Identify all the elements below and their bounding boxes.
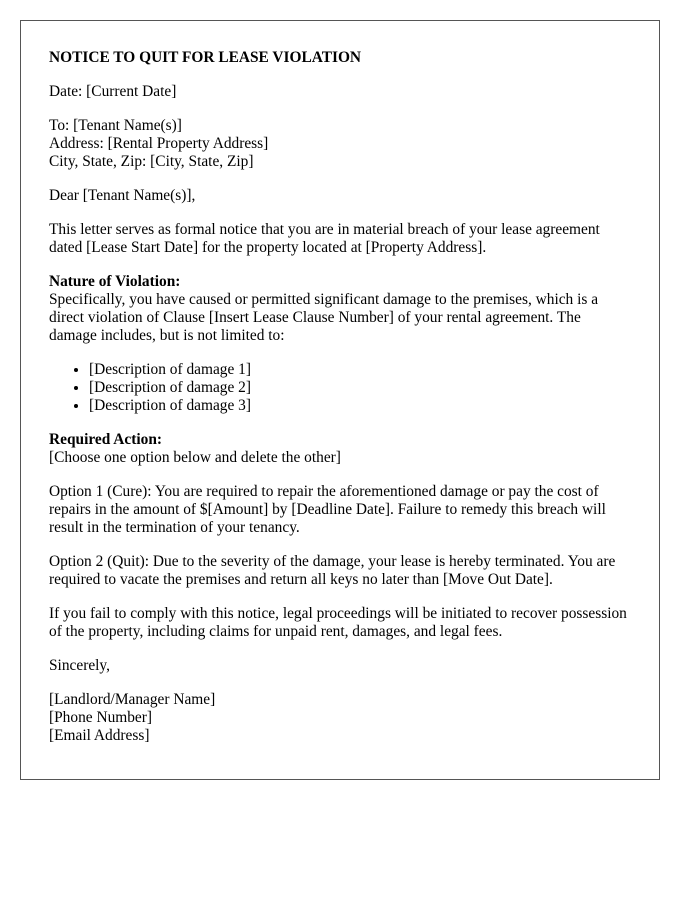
signature-phone: [Phone Number] — [49, 709, 153, 726]
recipient-address: Address: [Rental Property Address] — [49, 135, 269, 152]
list-item: • [Description of damage 2] — [89, 379, 631, 397]
recipient-to: To: [Tenant Name(s)] — [49, 117, 182, 134]
signature-name: [Landlord/Manager Name] — [49, 691, 216, 708]
salutation: Dear [Tenant Name(s)], — [49, 187, 196, 204]
document-title: NOTICE TO QUIT FOR LEASE VIOLATION — [49, 49, 362, 66]
required-action-section — [49, 431, 631, 467]
signature-block — [49, 691, 631, 745]
date-line: Date: [Current Date] — [49, 83, 177, 100]
recipient-block — [49, 117, 631, 171]
violation-text: Specifically, you have caused or permitted significant damage to the premises, which is a direct violation of Clause [Insert Lease Clause Number] of your rental agreement. The damage includes, but is not limited to: — [49, 291, 599, 344]
damage-list — [49, 361, 631, 415]
violation-section — [49, 273, 631, 415]
signature-email: [Email Address] — [49, 727, 150, 744]
option-quit-paragraph: Option 2 (Quit): Due to the severity of the damage, your lease is hereby terminated. You are required to vacate the premises and return all keys no later than [Move Out Date]. — [49, 553, 616, 588]
list-item: • [Description of damage 3] — [89, 397, 631, 415]
consequence-paragraph: If you fail to comply with this notice, legal proceedings will be initiated to recover possession of the property, including claims for unpaid rent, damages, and legal fees. — [49, 605, 627, 640]
notice-document — [20, 20, 660, 780]
required-action-instruction: [Choose one option below and delete the other] — [49, 449, 341, 466]
list-item: • [Description of damage 1] — [89, 361, 631, 379]
recipient-city-state-zip: City, State, Zip: [City, State, Zip] — [49, 153, 254, 170]
closing: Sincerely, — [49, 657, 110, 674]
intro-paragraph: This letter serves as formal notice that you are in material breach of your lease agreement dated [Lease Start Date] for the property located at [Property Address]. — [49, 221, 600, 256]
option-cure-paragraph: Option 1 (Cure): You are required to repair the aforementioned damage or pay the cost of repairs in the amount of $[Amount] by [Deadline Date]. Failure to remedy this breach will result in the termination of your tenancy. — [49, 483, 606, 536]
violation-heading: Nature of Violation: — [49, 273, 181, 290]
required-action-heading: Required Action: — [49, 431, 163, 448]
